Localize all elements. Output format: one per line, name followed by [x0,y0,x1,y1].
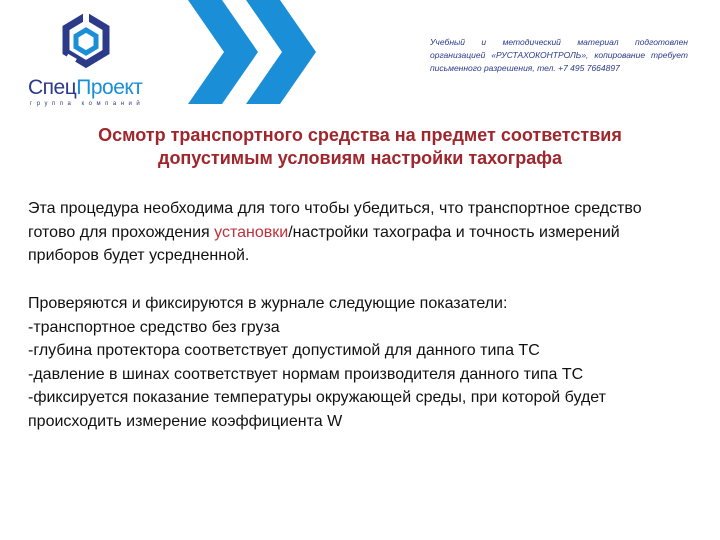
checklist-block [28,292,678,433]
company-logo [28,10,148,110]
copyright-disclaimer: Учебный и методический материал подготовлен организацией «РУСТАХОКОНТРОЛЬ», копирование требует письменного разрешения, тел. +7 495 7664897 [430,37,688,73]
paragraph-purpose [28,197,678,268]
checklist-item: -давление в шинах соответствует нормам производителя данного типа ТС [28,365,584,383]
slide-title [40,124,680,170]
paragraph-purpose-text: Эта процедура необходима для того чтобы убедиться, что транспортное средство готово для прохождения [28,200,642,241]
checklist-item: -транспортное средство без груза [28,318,280,336]
brand-name [28,76,148,100]
checklist-intro: Проверяются и фиксируются в журнале следующие показатели: [28,295,508,312]
checklist-item: -фиксируется показание температуры окружающей среды, при которой будет происходить измерение коэффициента W [28,389,606,430]
double-chevron-icon [188,0,328,110]
hex-cube-logo-icon [56,10,116,72]
title-line-1: Осмотр транспортного средства на предмет соответствия [98,125,622,145]
brand-subtitle: группа компаний [30,101,145,107]
highlighted-word: установки [214,223,289,241]
title-line-2: допустимым условиям настройки тахографа [158,148,562,168]
brand-name-part2: Проект [76,76,143,99]
paragraph-purpose-tail: /настройки тахографа и точность измерений приборов будет усредненной. [28,223,620,264]
brand-name-part1: Спец [28,76,77,99]
checklist-item: -глубина протектора соответствует допустимой для данного типа ТС [28,342,540,359]
